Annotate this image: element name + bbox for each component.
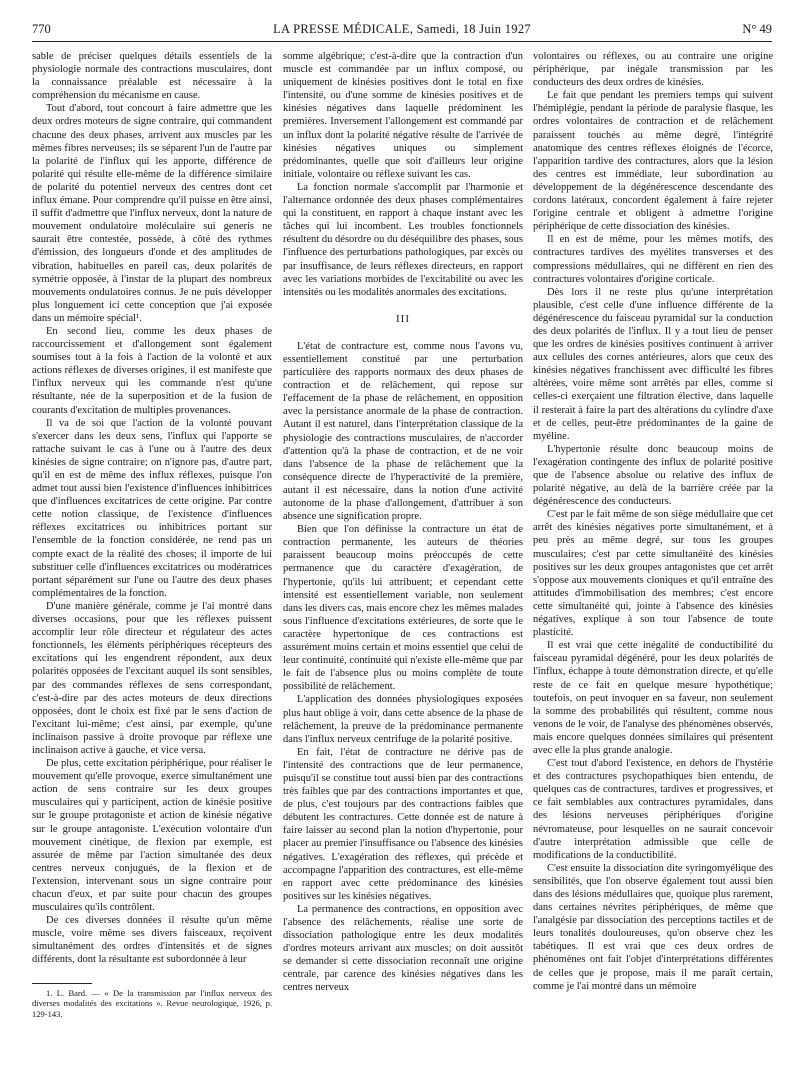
paragraph: Bien que l'on définisse la contracture un état de contraction permanente, les auteurs de théories paraissent beaucoup moins préoccupés de cette permanence que du caractère d'exagération, de l'hypertonie, qu'ils lui attribuent; et cependant cette intensité est essentiellement variable, non seulement dans les divers cas, mais encore chez les mêmes malades sous l'influence d'excitations extérieures, de sorte que le caractère hypertonique de ces contractions est assurément moins certain et moins essentiel que celui de leur continuité, continuité qui n'existe elle-même que par le fait de l'absence plus ou moins complète de toute possibilité de relâchement. xyxy=(283,524,523,693)
paragraph: C'est tout d'abord l'existence, en dehors de l'hystérie et des contractures psychopathiques bien entendu, de quelques cas de contractures, tardives et progressives, et ce fait semblables aux contractures pyramidales, dans des lésions nerveuses périphériques d'origine névromateuse, pour lesquelles on ne saurait concevoir d'autre interprétation admissible que celle de modifications de la conductibilité. xyxy=(533,758,773,861)
paragraph: Dès lors il ne reste plus qu'une interprétation plausible, c'est celle d'une influence différente de la dégénérescence du faisceau pyramidal sur la conduction des deux polarités de l'influx. Il y a tout lieu de penser que les ordres de kinésies positives continuent à arriver aux cellules des cornes antérieures, alors que ceux des kinésies négatives franchissent avec difficulté les fibres altérées, voire même sont arrêtés par elles, comme si celles-ci exerçaient une filtration élective, dans laquelle il resterait à faire la part des altérations du cylindre d'axe et de celles, peut-être prédominantes de la gaine de myéline. xyxy=(533,286,773,442)
paragraph: C'est par le fait même de son siège médullaire que cet arrêt des kinésies négatives porte simultanément, et à peu près au même degré, sur tous les groupes musculaires; c'est par cette simultanéité des kinésies positives sur les deux groupes antagonistes que cet arrêt s'oppose aux mouvements cloniques et qu'il entraîne des attitudes d'immobilisation des membres; c'est encore cette simultanéité qui, jointe à l'absence des kinésies négatives, explique à son tour l'absence de toute plasticité. xyxy=(533,509,773,639)
paragraph: Il en est de même, pour les mêmes motifs, des contractures tardives des myélites transverses et des compressions médullaires, qui ne diffèrent en rien des contractures volontaires d'origine corticale. xyxy=(533,234,773,285)
footnote-rule xyxy=(32,983,92,984)
paragraph: La fonction normale s'accomplit par l'harmonie et l'alternance ordonnée des deux phases complémentaires qui la constituent, en rapport à chaque instant avec les tâches qui lui incombent. Les troubles fonctionnels résultent du désordre ou du déséquilibre des phases, sous l'influence des perturbations pathologiques, par excès ou par insuffisance, de leurs réflexes directeurs, en rapport avec les variations morbides de l'excitabilité ou avec les intensités ou les modalités anormales des excitations. xyxy=(283,181,523,298)
column-left xyxy=(32,50,272,1055)
paragraph: D'une manière générale, comme je l'ai montré dans diverses occasions, pour que les réflexes puissent accomplir leur rôle directeur et régulateur des actes fonctionnels, les éléments périphériques récepteurs des excitations qui les engendrent répondent, aux deux polarités opposées de l'excitant auquel ils sont sensibles, par des commandes réflexes de sens correspondant, c'est-à-dire par des actes moteurs de deux directions opposées, dont le choix est fixé par le sens d'action de l'excitant lui-même; c'est ainsi, par exemple, qu'une inclinaison passive à droite provoque par réflexe une inclinaison active à gauche, et vice versa. xyxy=(32,600,272,756)
paragraph: La permanence des contractions, en opposition avec l'absence des relâchements, réalise une sorte de dissociation pathologique entre les deux modalités d'ordres moteurs arrivant aux muscles; on doit aussitôt se demander si cette dissociation reconnaît une origine centrale, par carence des kinésies négatives dans les centres nerveux xyxy=(283,903,523,994)
paragraph: L'hypertonie résulte donc beaucoup moins de l'exagération contingente des influx de polarité positive que de l'absence absolue ou relative des influx de polarité négative, au delà de la barrière créée par la dégénérescence des conducteurs. xyxy=(533,443,773,508)
paragraph: somme algébrique; c'est-à-dire que la contraction d'un muscle est commandée par un influx composé, ou uniquement de kinésies positives dont le total en fixe l'intensité, ou d'une somme de kinésies positives et de kinésies négatives dans laquelle prédominent les premières. Inversement l'allongement est commandé par un influx dont la polarité négative résulte de l'arrivée de kinésies négatives uniques ou simplement prédominantes, quelle que soit d'ailleurs leur origine initiale, volontaire ou réflexe suivant les cas. xyxy=(283,51,523,180)
running-header xyxy=(32,22,772,38)
paragraph: Le fait que pendant les premiers temps qui suivent l'hémiplégie, pendant la période de paralysie flasque, les ordres volontaires de contraction et de relâchement paraissent touchés au même degré, l'intégrité anatomique des centres réflexes éloignés de l'écorce, l'apparition tardive des contractures, alors que la lésion des centres est immédiate, leur subordination au développement de la dégénérescence descendante des cordons latéraux, concordent également à faire rejeter l'origine centrale et obligent à admettre l'origine périphérique de cette dissociation des kinésies. xyxy=(533,90,773,233)
column-right xyxy=(533,50,773,1055)
header-rule xyxy=(32,41,772,42)
paragraph: Il est vrai que cette inégalité de conductibilité du faisceau pyramidal dégénéré, pour les deux polarités de l'influx, échappe à toute démonstration directe, et qu'elle reste de ce fait en quelque mesure hypothétique; toutefois, on peut invoquer en sa faveur, non seulement la somme des probabilités qui résultent, comme nous venons de le voir, de l'analyse des phénomènes observés, mais encore quelques données similaires qui présentent avec elle la plus grande analogie. xyxy=(533,640,773,756)
paragraph: De plus, cette excitation périphérique, pour réaliser le mouvement qu'elle provoque, exerce simultanément une action de sens contraire sur les deux groupes musculaires qui y participent, action de kinésie positive sur le groupe protagoniste et action de kinésie négative sur le groupe antagoniste. L'exécution volontaire d'un mouvement cinétique, de flexion par exemple, est assurée de même par l'action simultanée des deux centres nerveux conjugués, de la flexion et de l'extension, intervenant sous un signe contraire pour chacun d'eux, et par suite pour chacun des groupes musculaires qu'ils contrôlent. xyxy=(32,758,272,914)
column-middle xyxy=(283,50,523,1055)
journal-title: LA PRESSE MÉDICALE, Samedi, 18 Juin 1927 xyxy=(273,22,531,36)
paragraph: L'application des données physiologiques exposées plus haut oblige à voir, dans cette absence de la phase de relâchement, la preuve de la prédominance permanente dans l'influx nerveux centrifuge de la polarité positive. xyxy=(283,694,523,745)
paragraph: En second lieu, comme les deux phases de raccourcissement et d'allongement sont également soumises tout à la fois à l'action de la volonté et aux actions réflexes de diverses origines, il est manifeste que l'influx nerveux qui les commande n'est qu'une résultante, née de la superposition et de la fusion de courants d'excitation de multiples provenances. xyxy=(32,325,272,416)
paragraph: C'est ensuite la dissociation dite syringomyélique des sensibilités, que l'on observe également tout aussi bien dans des lésions médullaires que, quoique plus rarement, dans certaines névrites périphériques, de même que l'analgésie par dissociation des perceptions tactiles et de leurs tonalités douloureuses, qu'on observe chez les tabétiques. Il est vrai que ces deux ordres de phénomènes ont fait l'objet d'interprétations différentes de celles que je propose, mais il me paraît certain, comme je l'ai montré dans un mémoire xyxy=(533,862,773,992)
paragraph: volontaires ou réflexes, ou au contraire une origine périphérique, par inégale transmission par les conducteurs des deux ordres de kinésies. xyxy=(533,51,773,89)
section-heading: III xyxy=(396,312,410,325)
paragraph: L'état de contracture est, comme nous l'avons vu, essentiellement constitué par une perturbation particulière des rapports normaux des deux phases de contraction et de relâchement, qui repose sur l'effacement de la phase de relâchement, en opposition avec la persistance anormale de la phase de contraction. Autant il est naturel, dans l'interprétation classique de la physiologie des contractions musculaires, de n'accorder d'attention qu'à la phase de contraction, et de ne voir dans l'absence de la phase de relâchement que la conséquence directe de l'hyperactivité de la première, autant il est nécessaire, dans la notion d'une activité autonome de la phase d'allongement, d'attribuer à son absence une signification propre. xyxy=(283,340,523,523)
paragraph: De ces diverses données il résulte qu'un même muscle, voire même ses divers faisceaux, reçoivent simultanément des ordres d'intensités et de signes différents, dont la résultante est subordonnée à leur xyxy=(32,915,272,966)
paragraph: sable de préciser quelques détails essentiels de la physiologie normale des contractions musculaires, dont la connaissance préalable est nécessaire à la compréhension du mécanisme en cause. xyxy=(32,51,272,102)
paragraph: En fait, l'état de contracture ne dérive pas de l'intensité des contractions que de leur permanence, puisqu'il se constitue tout aussi bien par des contractions très faibles que par des contractions importantes et que, de plus, c'est toujours par des contractions faibles que débutent les contractures. Cette donnée est de nature à faire laisser au second plan la notion d'hypertonie, pour placer au premier l'insuffisance ou l'absence des kinésies négatives. L'exagération des réflexes, qui précède et accompagne l'apparition des contractures, est elle-même en rapport avec cette prédominance des kinésies positives sur les kinésies négatives. xyxy=(283,746,523,902)
paragraph: Tout d'abord, tout concourt à faire admettre que les deux ordres moteurs de signe contraire, qui commandent chacune des deux phases, arrivent aux muscles par les mêmes fibres nerveuses; ils se séparent l'un de l'autre par la polarité de l'influx qui les apporte, différence de polarité qui résulte elle-même de la différence similaire de polarité du potentiel nerveux des centres dont cet influx émane. Pour comprendre qu'il puisse en être ainsi, il suffit d'admettre que l'influx nerveux, dont la nature de mouvement ondulatoire moléculaire sui generis ne saurait être contestée, possède, à côté des rythmes d'émission, des longueurs d'onde et des amplitudes de vibration, habituelles en pareil cas, deux polarités de symétrie opposée, à l'instar de la plupart des nombreux mouvements ondulatoires connus. Je ne puis développer plus longuement ici cette conception que j'ai exposée dans un mémoire spécial¹. xyxy=(32,103,272,324)
page-number: 770 xyxy=(32,22,51,36)
paragraph: Il va de soi que l'action de la volonté pouvant s'exercer dans les deux sens, l'influx qui l'apporte se rattache suivant le cas à l'une ou à l'autre des deux kinésies de signe contraire; on n'ignore pas, d'autre part, qu'il en est de même des influx réflexes, puisque l'on admet tout aussi bien l'existence d'influences inhibitrices que d'influences excitatrices de cette origine. Par contre cette notion classique, de l'existence d'influences réflexes excitatrices ou inhibitrices portant sur l'ensemble de la fonction considérée, ne rend pas un compte exact de la réalité des choses; il importe de lui substituer celle d'influences excitatrices ou modératrices portant séparément sur l'une ou l'autre des deux phases complémentaires de la fonction. xyxy=(32,417,272,599)
footnote: 1. L. Bard. — « De la transmission par l'influx nerveux des diverses modalités des excitations ». Revue neurologique, 1926, p. 129-143. xyxy=(32,987,272,1019)
issue-number: N° 49 xyxy=(742,22,772,36)
